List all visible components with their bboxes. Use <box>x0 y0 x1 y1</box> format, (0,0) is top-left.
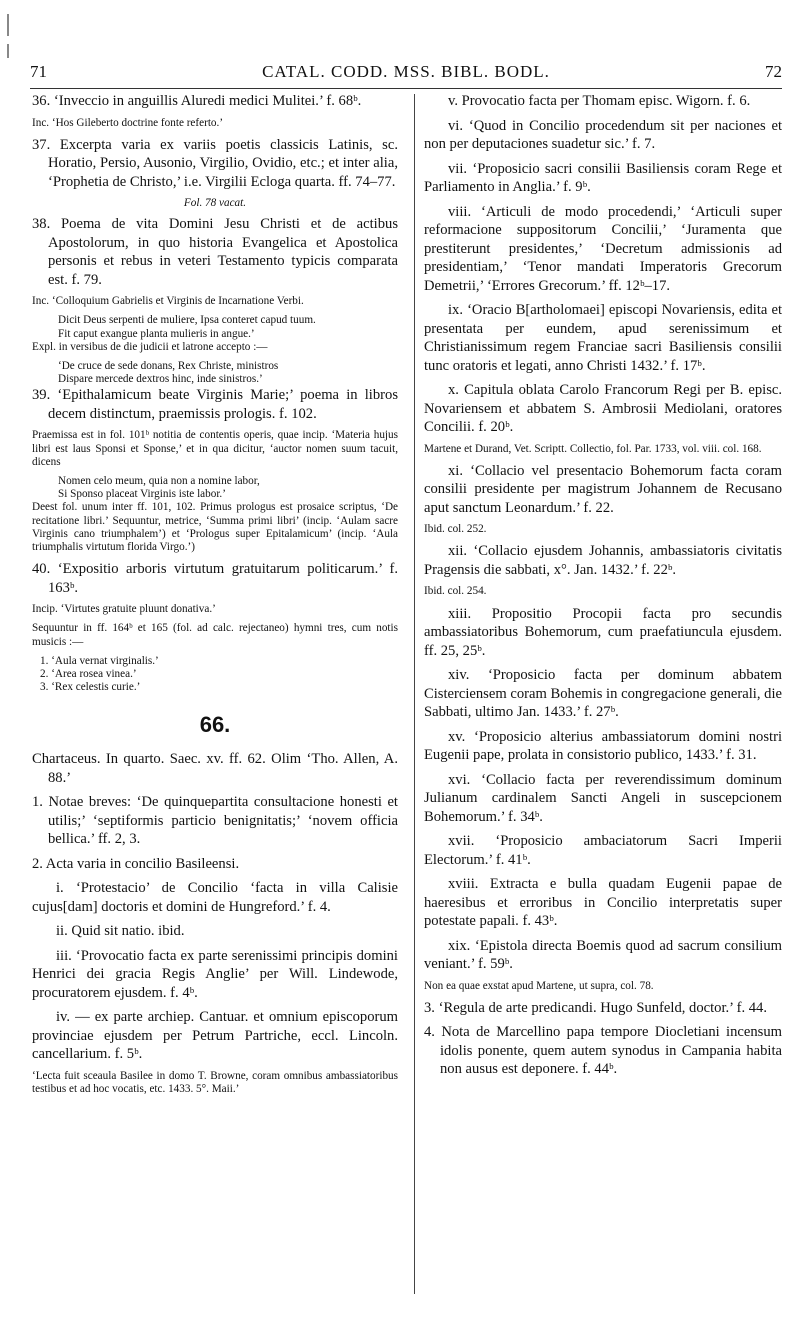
sub-entry: xiv. ‘Proposicio facta per dominum abbatem Cisterciensem coram Bohemis in congregacione generali, die Sabbati, ultimo Jan. 1433.’ f. 27ᵇ. <box>424 667 782 721</box>
verse-line: Nomen celo meum, quia non a nomine labor, <box>58 475 260 488</box>
footnote: Ibid. col. 254. <box>424 585 487 598</box>
sub-entry: iv. — ex parte archiep. Cantuar. et omnium episcoporum provinciae ejusdem per Petrum Partriche, eccl. Lincoln. cancellarium. f. 5ᵇ. <box>32 1009 398 1063</box>
footnote: Inc. ‘Colloquium Gabrielis et Virginis de Incarnatione Verbi. <box>32 295 304 308</box>
catalogue-entry: 37. Excerpta varia ex variis poetis classicis Latinis, sc. Horatio, Persio, Ausonio, Virgilio, Ovidio, etc.; et inter alia, ‘Prophetia de Christo,’ i.e. Virgilii Ecloga quarta. ff. 74–77. <box>32 136 398 190</box>
left-column <box>32 92 398 1102</box>
footnote: Incip. ‘Virtutes gratuite pluunt donativa.’ <box>32 603 216 616</box>
sub-entry: xvii. ‘Proposicio ambaciatorum Sacri Imperii Electorum.’ f. 41ᵇ. <box>424 833 782 868</box>
column-divider <box>414 94 415 1294</box>
page-number-left: 71 <box>30 62 47 81</box>
running-title: CATAL. CODD. MSS. BIBL. BODL. <box>262 62 550 81</box>
sub-entry: vii. ‘Proposicio sacri consilii Basiliensis coram Rege et Parliamento in Anglia.’ f. 9ᵇ. <box>424 160 782 195</box>
hymn-item: 2. ‘Area rosea vinea.’ <box>40 668 137 681</box>
catalogue-entry: 1. Notae breves: ‘De quinquepartita consultacione honesti et utilis;’ ‘septiformis particio benignitatis;’ ‘novem officia bellica.’ ff. 2, 3. <box>32 794 398 848</box>
sub-entry: x. Capitula oblata Carolo Francorum Regi per B. episc. Novariensem et abbatem S. Ambrosii Mediolani, oratores Concilii. f. 20ᵇ. <box>424 382 782 435</box>
sub-entry: iii. ‘Provocatio facta ex parte serenissimi principis domini Henrici dei gracia Regis Anglie’ per Will. Lindewode, procuratorem ejusdem. f. 4ᵇ. <box>32 947 398 1001</box>
catalogue-entry: 38. Poema de vita Domini Jesu Christi et de actibus Apostolorum, in quo historia Evangelica et Apostolica personis et rebus in veteri Testamento typicis comparata est. f. 79. <box>32 216 398 288</box>
catalogue-entry: 39. ‘Epithalamicum beate Virginis Marie;’ poema in libros decem distinctum, praemissis prologis. f. 102. <box>32 387 398 422</box>
page-number-right: 72 <box>765 62 782 81</box>
catalogue-entry: 3. ‘Regula de arte predicandi. Hugo Sunfeld, doctor.’ f. 44. <box>424 999 767 1016</box>
sub-entry: xvi. ‘Collacio facta per reverendissimum dominum Julianum cardinalem Sancti Angeli in suscepcionem Bohemorum.’ f. 34ᵇ. <box>424 771 782 825</box>
sub-entry: viii. ‘Articuli de modo procedendi,’ ‘Articuli super reformacione suppositorum Concilii,’ ‘Juramenta que prestiterunt presidentes,’ ‘Decretum admissionis ad presidentiam,’ ‘Tenor mandati Imperatoris Grecorum Demetrii,’ ‘Errores Grecorum.’ ff. 12ᵇ–17. <box>424 203 782 294</box>
footnote: Expl. in versibus de die judicii et latrone accepto :— <box>32 340 268 353</box>
catalogue-entry: 4. Nota de Marcellino papa tempore Diocletiani incensum idolis ponente, quem autem synodus in Campania habita non ausus est deponere. f. 44ᵇ. <box>424 1024 782 1078</box>
header-rule <box>30 88 782 89</box>
catalogue-entry: 36. ‘Inveccio in anguillis Aluredi medici Mulitei.’ f. 68ᵇ. <box>32 93 362 109</box>
footnote: ‘Lecta fuit sceaula Basilee in domo T. Browne, coram omnibus ambassiatoribus testibus et ad hoc vocatis, etc. 1433. 5°. Maii.’ <box>32 1069 398 1096</box>
folio-note: Fol. 78 vacat. <box>183 197 247 210</box>
verse-line: Dicit Deus serpenti de muliere, Ipsa conteret capud tuum. <box>58 314 316 327</box>
sub-entry: xi. ‘Collacio vel presentacio Bohemorum facta coram consilii presidente per magistrum Johannem de Recusano aput sanctum Leonardum.’ f. 22. <box>424 462 782 516</box>
sub-entry: xiii. Propositio Procopii facta pro secundis ambassiatoribus Bohemorum, cum praefatiuncula ejusdem. ff. 25, 25ᵇ. <box>424 605 782 659</box>
sub-entry: i. ‘Protestacio’ de Concilio ‘facta in villa Calisie cujus[dam] doctoris et domini de Hungreford.’ f. 4. <box>32 880 398 915</box>
hymn-item: 3. ‘Rex celestis curie.’ <box>40 681 141 694</box>
sub-entry: xviii. Extracta e bulla quadam Eugenii papae de haeresibus et erroribus in Concilio interpretatis super potestate papali. f. 43ᵇ. <box>424 876 782 930</box>
catalogue-entry: Chartaceus. In quarto. Saec. xv. ff. 62. Olim ‘Tho. Allen, A. 88.’ <box>32 751 398 786</box>
footnote: Praemissa est in fol. 101ᵇ notitia de contentis operis, quae incip. ‘Materia hujus libri est laus Sponsi et Sponse,’ et in qua dicitur, ‘auctor nomen suum tacuit, dicens <box>32 429 398 468</box>
footnote: Ibid. col. 252. <box>424 523 487 536</box>
margin-mark <box>7 44 9 58</box>
catalogue-entry: 2. Acta varia in concilio Basileensi. <box>32 855 240 872</box>
footnote: Inc. ‘Hos Gileberto doctrine fonte referto.’ <box>32 116 224 129</box>
catalogue-entry: 40. ‘Expositio arboris virtutum gratuitarum politicarum.’ f. 163ᵇ. <box>32 561 398 596</box>
sub-entry: xix. ‘Epistola directa Boemis quod ad sacrum consilium veniant.’ f. 59ᵇ. <box>424 937 782 973</box>
footnote: Martene et Durand, Vet. Scriptt. Collectio, fol. Par. 1733, vol. viii. col. 168. <box>424 442 762 455</box>
footnote: Sequuntur in ff. 164ᵇ et 165 (fol. ad calc. rejectaneo) hymni tres, cum notis musicis :— <box>32 622 398 648</box>
hymn-item: 1. ‘Aula vernat virginalis.’ <box>40 654 159 667</box>
margin-mark <box>7 14 9 36</box>
sub-entry: vi. ‘Quod in Concilio procedendum sit per naciones et non per deputaciones suadetur sic.’ f. 7. <box>424 117 782 152</box>
sub-entry: xv. ‘Proposicio alterius ambassiatorum domini nostri Eugenii pape, prolata in consistorio publico, 1433.’ f. 31. <box>424 728 782 764</box>
sub-entry: v. Provocatio facta per Thomam episc. Wigorn. f. 6. <box>448 93 751 109</box>
verse-line: Dispare mercede dextros hinc, inde sinistros.’ <box>58 373 263 386</box>
verse-line: Fit caput exangue planta mulieris in angue.’ <box>58 327 255 340</box>
running-head <box>30 62 782 88</box>
sub-entry: ix. ‘Oracio B[artholomaei] episcopi Novariensis, edita et presentata per eundem, apud serenissimum et Christianissimum regem Franciae sacri Basiliensis consilii tunc oratoris et legati, anno Christi 1432.’ f. 17ᵇ. <box>424 302 782 374</box>
footnote: Deest fol. unum inter ff. 101, 102. Primus prologus est prosaice scriptus, ‘De recitatione libri.’ Sequuntur, metrice, ‘Summa primi libri’ (incip. ‘Aulam sacre Virginis cano triumphalem’) et ‘Prologus super Epitalamicum’ (incip. ‘Aula triumphalis virtutum florida Virgo.’) <box>32 501 398 554</box>
sub-entry: ii. Quid sit natio. ibid. <box>56 923 185 940</box>
footnote: Non ea quae exstat apud Martene, ut supra, col. 78. <box>424 979 654 992</box>
right-column <box>424 92 782 1085</box>
verse-line: Si Sponso placeat Virginis iste labor.’ <box>58 488 226 501</box>
sub-entry: xii. ‘Collacio ejusdem Johannis, ambassiatoris civitatis Pragensis die sabbati, x°. Jan. 1432.’ f. 22ᵇ. <box>424 543 782 578</box>
manuscript-number: 66. <box>199 712 231 738</box>
verse-line: ‘De cruce de sede donans, Rex Christe, ministros <box>58 360 279 373</box>
